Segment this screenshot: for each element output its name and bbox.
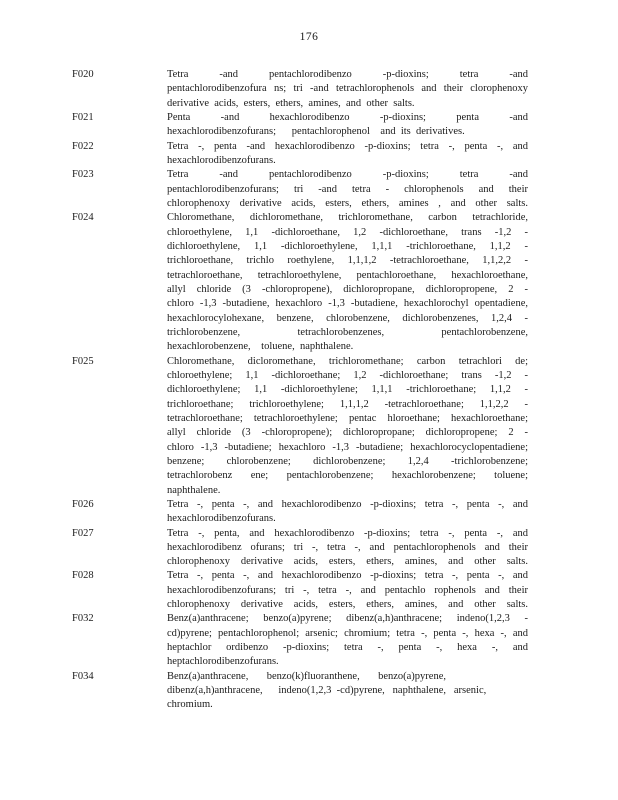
waste-code-row bbox=[72, 355, 528, 498]
description-line: Tetra -and pentachlorodibenzo -p-dioxins; tetra -and bbox=[167, 69, 528, 80]
description-line: Benz(a)anthracene; benzo(a)pyrene; dibenz(a,h)anthracene; indeno(1,2,3 - bbox=[167, 613, 528, 625]
description-line: hexachlorodibenzofurans; pentachlorophenol and its derivatives. bbox=[167, 126, 465, 138]
description-line: trichlorobenzene, tetrachlorobenzenes, pentachlorobenzene, bbox=[167, 326, 528, 338]
description-line: Tetra -, penta -, and hexachlorodibenzo -p-dioxins; tetra -, penta -, and bbox=[167, 498, 528, 510]
description-line: dichloroethylene; 1,1 -dichloroethylene; 1,1,1 -trichloroethane; 1,1,2 - bbox=[167, 384, 528, 396]
description-line: hexachlorodibenzofurans. bbox=[167, 513, 276, 525]
waste-code-label: F034 bbox=[72, 670, 94, 682]
waste-code-label: F032 bbox=[72, 613, 94, 625]
description-line: tetrachloroethane, tetrachloroethylene, pentachloroethane, hexachloroethane, bbox=[167, 269, 528, 281]
waste-code-label: F021 bbox=[72, 111, 94, 123]
description-line: Tetra -and pentachlorodibenzo -p-dioxins; tetra -and bbox=[167, 169, 528, 181]
waste-code-label: F025 bbox=[72, 355, 94, 367]
description-line: heptachlor ordibenzo -p-dioxins; tetra -, penta -, hexa -, and bbox=[167, 642, 528, 654]
waste-description bbox=[167, 355, 528, 498]
waste-code-row bbox=[72, 211, 528, 354]
description-line: hexachlorodibenz ofurans; tri -, tetra -, and pentachlorophenols and their bbox=[167, 541, 528, 553]
waste-description bbox=[167, 612, 528, 669]
waste-code-label: F028 bbox=[72, 570, 94, 582]
waste-description bbox=[167, 527, 528, 570]
description-line: chlorophenoxy derivative acids, esters, ethers, amines, and other salts. bbox=[167, 599, 528, 611]
description-line: hexachlorobenzene, toluene, naphthalene. bbox=[167, 341, 354, 353]
description-line: chlorophenoxy derivative acids, esters, ethers, amines , and other salts. bbox=[167, 197, 528, 209]
description-line: Chloromethane, dichloromethane, trichloromethane, carbon tetrachloride, bbox=[167, 212, 528, 224]
description-line: hexachlorodibenzofurans. bbox=[167, 154, 276, 166]
description-line: trichloroethane; trichloroethylene; 1,1,1,2 -tetrachloroethane; 1,1,2,2 - bbox=[167, 398, 528, 410]
waste-description bbox=[167, 211, 528, 354]
description-line: allyl chloride (3 -chloropropene); dichloropropane; dichloropropene; 2 - bbox=[167, 427, 528, 439]
waste-code-row bbox=[72, 670, 528, 713]
waste-code-row bbox=[72, 140, 528, 169]
description-line: tetrachlorobenz ene; pentachlorobenzene; hexachlorobenzene; toluene; bbox=[167, 470, 528, 482]
waste-description bbox=[167, 670, 528, 713]
description-line: allyl chloride (3 -chloropropene), dichloropropane, dichloropropene, 2 - bbox=[167, 283, 528, 295]
description-line: chromium. bbox=[167, 699, 213, 711]
waste-code-label: F024 bbox=[72, 212, 94, 224]
waste-description bbox=[167, 498, 528, 527]
waste-description bbox=[167, 68, 528, 111]
waste-code-label: F023 bbox=[72, 169, 94, 181]
waste-code-label: F027 bbox=[72, 527, 94, 539]
description-line: pentachlorodibenzofurans; tri -and tetra - chlorophenols and their bbox=[167, 183, 528, 195]
waste-code-row bbox=[72, 498, 528, 527]
waste-code-row bbox=[72, 569, 528, 612]
description-line: dichloroethylene, 1,1 -dichloroethylene, 1,1,1 -trichloroethane, 1,1,2 - bbox=[167, 240, 528, 252]
description-line: chloro -1,3 -butadiene; hexachloro -1,3 -butadiene; hexachlorocyclopentadiene; bbox=[167, 441, 528, 453]
description-line: heptachlorodibenzofurans. bbox=[167, 656, 279, 668]
waste-code-row bbox=[72, 111, 528, 140]
description-line: naphthalene. bbox=[167, 484, 221, 496]
waste-code-table bbox=[72, 68, 528, 713]
waste-code-label: F020 bbox=[72, 69, 94, 80]
description-line: hexachlorocylohexane, benzene, chlorobenzene, dichlorobenzenes, 1,2,4 - bbox=[167, 312, 528, 324]
waste-code-label: F026 bbox=[72, 498, 94, 510]
waste-description bbox=[167, 168, 528, 211]
waste-code-row bbox=[72, 612, 528, 669]
page-number: 176 bbox=[299, 31, 319, 43]
waste-description bbox=[167, 111, 528, 140]
description-line: trichloroethane, trichlo roethylene, 1,1,1,2 -tetrachloroethane, 1,1,2,2 - bbox=[167, 255, 528, 267]
description-line: Tetra -, penta -, and hexachlorodibenzo -p-dioxins; tetra -, penta -, and bbox=[167, 570, 528, 582]
description-line: dibenz(a,h)anthracene, indeno(1,2,3 -cd)pyrene, naphthalene, arsenic, bbox=[167, 685, 487, 697]
description-line: Tetra -, penta -and hexachlorodibenzo -p-dioxins; tetra -, penta -, and bbox=[167, 140, 528, 152]
description-line: hexachlorodibenzofurans; tri -, tetra -, and pentachlo rophenols and their bbox=[167, 584, 528, 596]
description-line: tetrachloroethane; tetrachloroethylene; pentac hloroethane; hexachloroethane; bbox=[167, 412, 528, 424]
description-line: Chloromethane, dicloromethane, trichloromethane; carbon tetrachlori de; bbox=[167, 355, 528, 367]
waste-code-row bbox=[72, 168, 528, 211]
waste-code-row bbox=[72, 527, 528, 570]
description-line: chloroethylene, 1,1 -dichloroethane, 1,2 -dichloroethane, trans -1,2 - bbox=[167, 226, 528, 238]
description-line: pentachlorodibenzofura ns; tri -and tetrachlorophenols and their clorophenoxy bbox=[167, 83, 528, 95]
description-line: Tetra -, penta, and hexachlorodibenzo -p-dioxins; tetra -, penta -, and bbox=[167, 527, 528, 539]
description-line: chlorophenoxy derivative acids, esters, ethers, amines, and other salts. bbox=[167, 556, 528, 568]
waste-code-label: F022 bbox=[72, 140, 94, 152]
description-line: derivative acids, esters, ethers, amines, and other salts. bbox=[167, 97, 415, 109]
description-line: chloroethylene; 1,1 -dichloroethane; 1,2 -dichloroethane; trans -1,2 - bbox=[167, 369, 528, 381]
description-line: Benz(a)anthracene, benzo(k)fluoranthene, benzo(a)pyrene, bbox=[167, 670, 446, 682]
description-line: Penta -and hexachlorodibenzo -p-dioxins; penta -and bbox=[167, 111, 528, 123]
waste-code-row bbox=[72, 68, 528, 111]
description-line: cd)pyrene; pentachlorophenol; arsenic; chromium; tetra -, penta -, hexa -, and bbox=[167, 627, 528, 639]
waste-description bbox=[167, 569, 528, 612]
description-line: chloro -1,3 -butadiene, hexachloro -1,3 -butadiene, hexachlorochyl opentadiene, bbox=[167, 298, 528, 310]
description-line: benzene; chlorobenzene; dichlorobenzene; 1,2,4 -trichlorobenzene; bbox=[167, 455, 528, 467]
waste-description bbox=[167, 140, 528, 169]
